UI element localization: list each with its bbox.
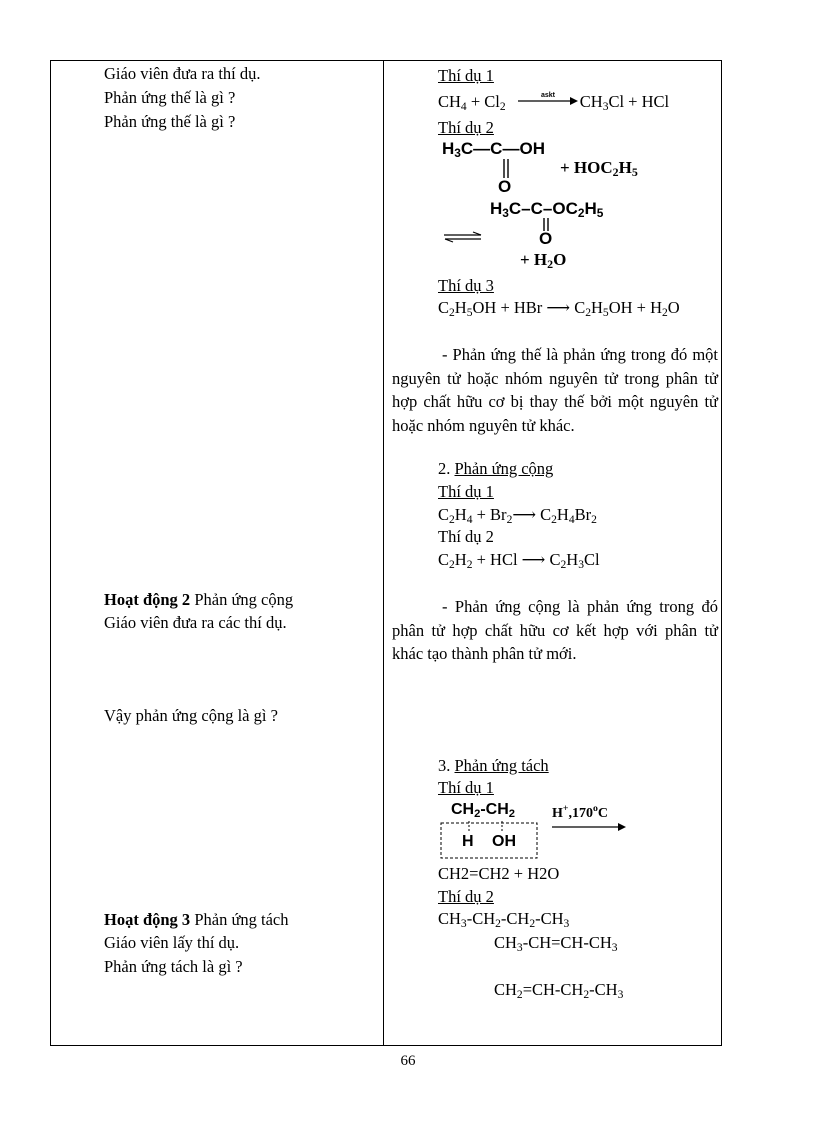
reaction-arrow-2 bbox=[552, 822, 626, 832]
oxygen-2: O bbox=[539, 229, 553, 248]
equation-1: $CH_4 + Cl_2$ $CH_3Cl$ + HCl bbox=[438, 92, 670, 113]
water-product: + $H_2O$ bbox=[520, 250, 567, 271]
section-3-heading: 3. Phản ứng tách bbox=[438, 756, 549, 775]
hydrogen-atom: H bbox=[462, 833, 474, 850]
activity-2-label: Hoạt động 2 bbox=[104, 590, 191, 609]
section-3-example-1: Thí dụ 1 bbox=[438, 778, 494, 797]
example-3-heading: Thí dụ 3 bbox=[438, 276, 494, 295]
elimination-box bbox=[440, 820, 540, 862]
example-1-heading: Thí dụ 1 bbox=[438, 66, 494, 85]
example-2-heading: Thí dụ 2 bbox=[438, 118, 494, 137]
page-number: 66 bbox=[400, 1053, 416, 1069]
activity-2-topic: Phản ứng cộng bbox=[190, 590, 294, 609]
acetic-acid: $H_3C—C—OH$ bbox=[442, 139, 545, 160]
hydroxyl-group: —OH bbox=[502, 139, 545, 158]
activity-2-question: Vậy phản ứng cộng là gì ? bbox=[104, 706, 278, 725]
section-2-example-2: Thí dụ 2 bbox=[438, 527, 494, 546]
section-2-example-1: Thí dụ 1 bbox=[438, 482, 494, 501]
definition-substitution: - Phản ứng thế là phản ứng trong đó một nguyên tử hoặc nhóm nguyên tử trong phân tử hợp chất hữu cơ bị thay thế bởi một nguyên tử hoặc nhóm nguyên tử khác. bbox=[392, 345, 718, 435]
hydroxyl-atom: OH bbox=[492, 833, 516, 850]
left-line-1: Giáo viên đưa ra thí dụ. bbox=[104, 64, 261, 83]
but-2-ene: $CH_3-CH=CH-CH_3$ bbox=[494, 933, 618, 954]
ethane-chain: $CH_2-CH_2$ bbox=[451, 801, 516, 820]
oxygen-1: O bbox=[498, 177, 512, 196]
equation-addition-1: $C_2H_4$ + $Br_2⟶$ $C_2H_4Br_2$ bbox=[438, 505, 597, 526]
activity-3-line: Giáo viên lấy thí dụ. bbox=[104, 933, 240, 952]
arrow-label: askt bbox=[541, 92, 556, 99]
left-line-2: Phản ứng thế là gì ? bbox=[104, 88, 236, 107]
activity-3-question: Phản ứng tách là gì ? bbox=[104, 957, 243, 976]
left-line-3: Phản ứng thế là gì ? bbox=[104, 112, 236, 131]
column-divider bbox=[383, 60, 384, 1046]
elimination-product: CH2=CH2 + H2O bbox=[438, 864, 560, 883]
equation-addition-2: $C_2H_2$ + HCl ⟶ $C_2H_3Cl$ bbox=[438, 550, 600, 571]
section-2-heading: 2. Phản ứng cộng bbox=[438, 459, 554, 478]
activity-2-title bbox=[104, 590, 293, 610]
definition-addition: - Phản ứng cộng là phản ứng trong đó phân tử hợp chất hữu cơ kết hợp với phân tử khác tạo thành phân tử mới. bbox=[392, 597, 718, 663]
ethyl-acetate: $H_3C-C-OC_2H_5$ bbox=[490, 199, 604, 220]
equilibrium-arrow bbox=[443, 231, 483, 243]
activity-2-line: Giáo viên đưa ra các thí dụ. bbox=[104, 613, 287, 632]
activity-3-topic: Phản ứng tách bbox=[190, 910, 289, 929]
activity-3-label: Hoạt động 3 bbox=[104, 910, 191, 929]
equation-3: $C_2H_5OH$ + HBr ⟶ $C_2H_5OH + H_2O$ bbox=[438, 298, 680, 319]
section-3-example-2: Thí dụ 2 bbox=[438, 887, 494, 906]
but-1-ene: $CH_2=CH-CH_2-CH_3$ bbox=[494, 980, 624, 1001]
ethanol-reagent: + $HOC_2H_5$ bbox=[560, 158, 638, 179]
table-frame bbox=[50, 60, 722, 1046]
reaction-arrow-1 bbox=[516, 92, 578, 108]
activity-3-title bbox=[104, 910, 289, 930]
reaction-condition: H+,170$^o$C bbox=[552, 803, 609, 821]
butane: $CH_3-CH_2-CH_2-CH_3$ bbox=[438, 909, 570, 930]
